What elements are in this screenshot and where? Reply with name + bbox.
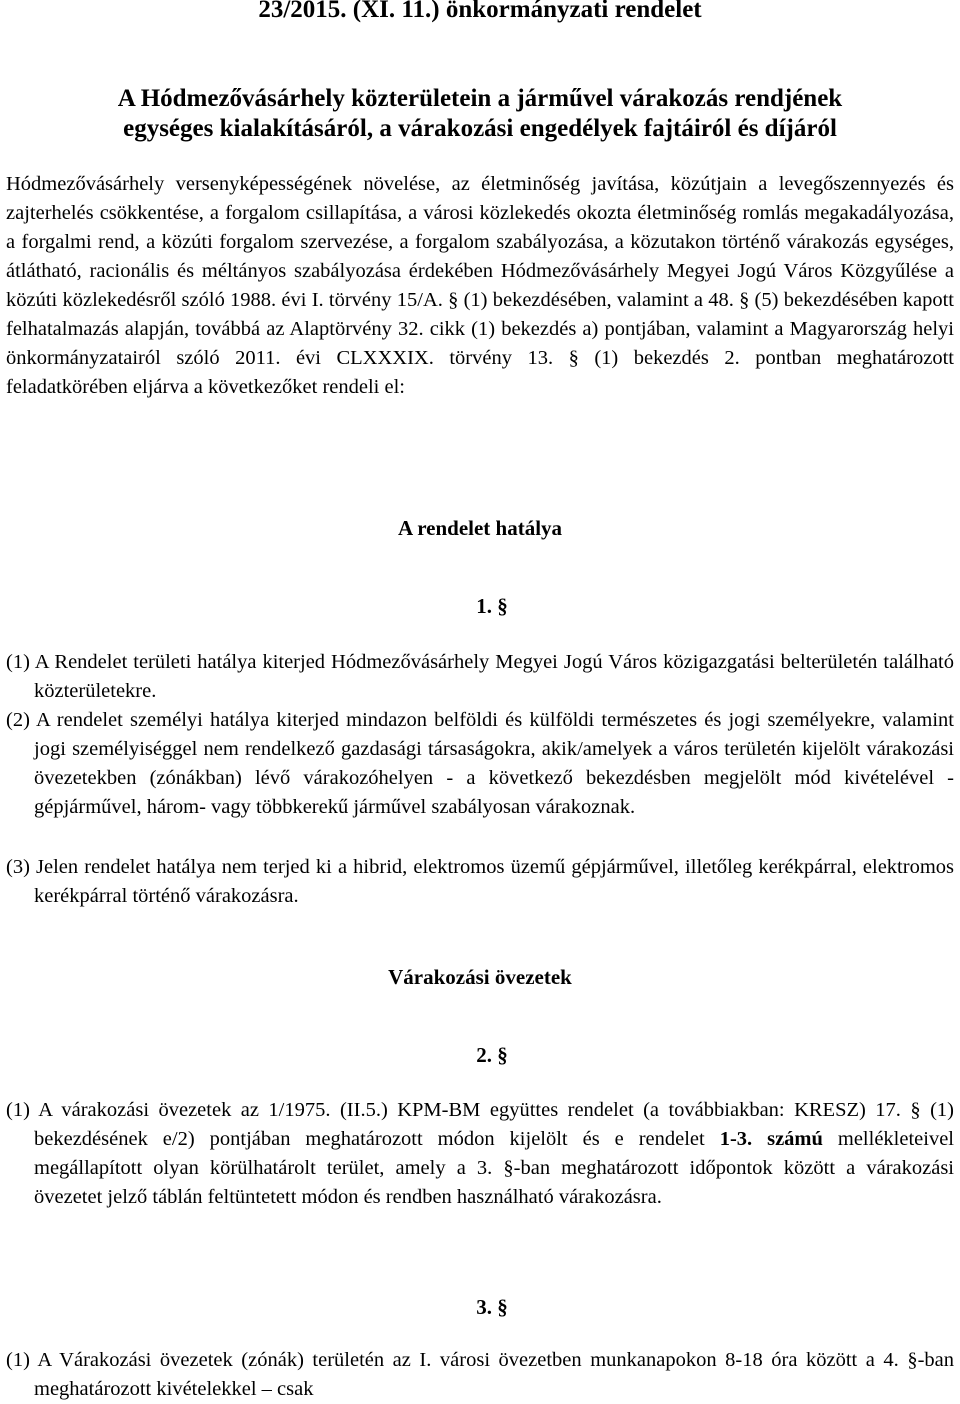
section-heading-zones: Várakozási övezetek bbox=[388, 965, 572, 989]
paragraph-text: (1) A Várakozási övezetek (zónák) területén az I. városi övezetben munkanapokon 8-18 óra között a 4. §-ban meghatározott kivételekkel – csak bbox=[6, 1349, 954, 1400]
section-heading-scope: A rendelet hatálya bbox=[397, 516, 563, 540]
paragraph-3-1 bbox=[6, 1346, 954, 1404]
paragraph-text-a: (1) A várakozási övezetek az 1/1975. (II.5.) KPM-BM együttes rendelet (a továbbiakban: KRESZ) 17. § (1) bekezdésének e/2) pontjában meghatározott módon kijelölt és e rendelet bbox=[6, 1099, 954, 1150]
paragraph-text: (2) A rendelet személyi hatálya kiterjed mindazon belföldi és külföldi természetes és jogi személyekre, valamint jogi személyiséggel nem rendelkező gazdasági társaságokra, akik/amelyek a város területén kijelölt várakozási övezetekben (zónákban) lévő várakozóhelyen - a következő bekezdésben megjelölt mód kivételével - gépjárművel, három- vagy többkerekű járművel szabályosan várakoznak. bbox=[6, 709, 954, 818]
paragraph-text-bold: 1-3. számú bbox=[719, 1128, 823, 1150]
section-number-1: 1. § bbox=[476, 594, 508, 618]
paragraph-text-b: mellékleteivel megállapított olyan körülhatárolt terület, amely a 3. §-ban meghatározott időpontok között a várakozási övezetet jelző táblán feltüntetett módon és rendben használható várakozásra. bbox=[34, 1128, 954, 1208]
paragraph-text: (1) A Rendelet területi hatálya kiterjed Hódmezővásárhely Megyei Jogú Város közigazgatási belterületén található közterületekre. bbox=[6, 651, 954, 702]
preamble-paragraph: Hódmezővásárhely versenyképességének növelése, az életminőség javítása, közútjain a levegőszennyezés és zajterhelés csökkentése, a forgalom csillapítása, a városi közlekedés okozta életminőség romlás megakadályozása, a forgalmi rend, a közúti forgalom szervezése, a forgalom szabályozása, a közutakon történő várakozás egységes, átlátható, racionális és méltányos szabályozása érdekében Hódmezővásárhely Megyei Jogú Város Közgyűlése a közúti közlekedésről szóló 1988. évi I. törvény 15/A. § (1) bekezdésében, valamint a 48. § (5) bekezdésében kapott felhatalmazás alapján, továbbá az Alaptörvény 32. cikk (1) bekezdés a) pontjában, valamint a Magyarország helyi önkormányzatairól szóló 2011. évi CLXXXIX. törvény 13. § (1) bekezdés 2. pontban meghatározott feladatkörében eljárva a következőket rendeli el: bbox=[6, 173, 954, 398]
title-line-1: A Hódmezővásárhely közterületein a járművel várakozás rendjének bbox=[117, 85, 843, 112]
paragraph-1-2 bbox=[6, 706, 954, 822]
section-number-2: 2. § bbox=[476, 1043, 508, 1067]
paragraph-2-1 bbox=[6, 1096, 954, 1212]
paragraph-1-1 bbox=[6, 648, 954, 706]
paragraph-text: (3) Jelen rendelet hatálya nem terjed ki a hibrid, elektromos üzemű gépjárművel, illetőleg kerékpárral, elektromos kerékpárral történő várakozásra. bbox=[6, 856, 954, 907]
title-line-2: egységes kialakításáról, a várakozási engedélyek fajtáiról és díjáról bbox=[123, 115, 837, 142]
section-number-3: 3. § bbox=[476, 1295, 508, 1319]
paragraph-1-3 bbox=[6, 853, 954, 911]
regulation-title bbox=[0, 84, 960, 144]
regulation-number: 23/2015. (XI. 11.) önkormányzati rendelet bbox=[258, 0, 702, 23]
